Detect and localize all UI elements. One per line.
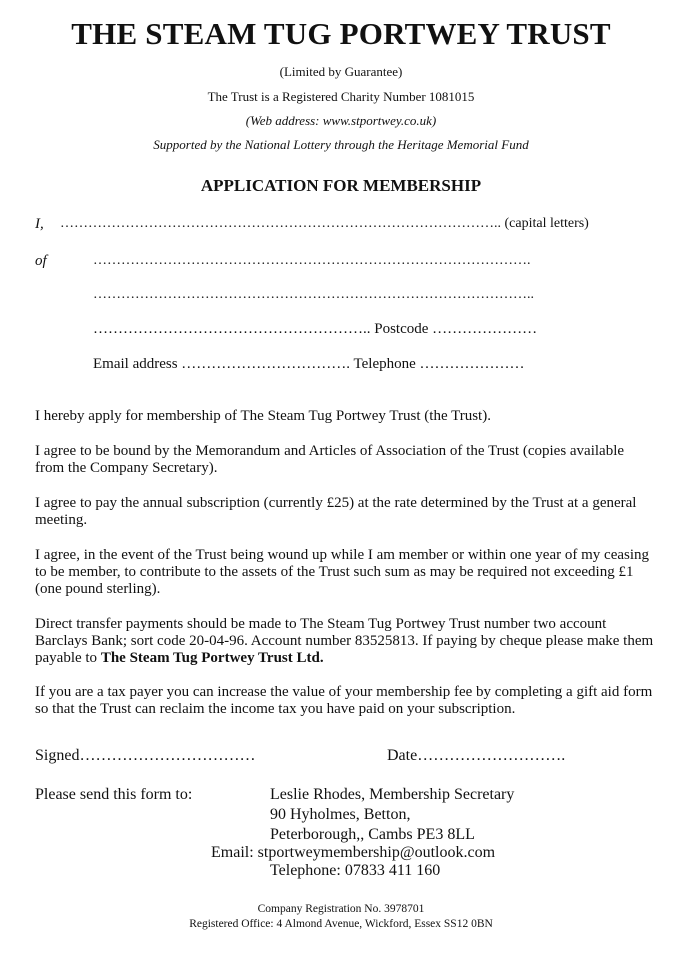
- limited-by-guarantee: (Limited by Guarantee): [279, 64, 403, 79]
- web-address: (Web address: www.stportwey.co.uk): [245, 113, 437, 128]
- company-registration: Company Registration No. 3978701: [257, 903, 425, 915]
- paragraph-wound-up: I agree, in the event of the Trust being wound up while I am member or within one year of my ceasing to be member, to contribute to the assets of the Trust such sum as may be required not exceeding £1 (one pound sterling).: [35, 547, 650, 597]
- paragraph-memorandum: I agree to be bound by the Memorandum and Articles of Association of the Trust (copies available from the Company Secretary).: [35, 443, 625, 476]
- lottery-support: Supported by the National Lottery through the Heritage Memorial Fund: [153, 137, 529, 152]
- send-label: Please send this form to:: [35, 786, 193, 803]
- paragraph-gift-aid: If you are a tax payer you can increase the value of your membership fee by completing a gift aid form so that the Trust can reclaim the income tax you have paid on your subscription.: [35, 684, 653, 717]
- address-postcode-line[interactable]: ……………………………………………….. Postcode …………………: [93, 321, 538, 337]
- paragraph-subscription: I agree to pay the annual subscription (currently £25) at the rate determined by the Trust at a general meeting.: [35, 495, 637, 528]
- i-label: I,: [35, 216, 44, 232]
- registered-office: Registered Office: 4 Almond Avenue, Wickford, Essex SS12 0BN: [189, 918, 493, 930]
- document-title: THE STEAM TUG PORTWEY TRUST: [71, 16, 611, 51]
- name-line[interactable]: ………………………………………………………………………………….. (capital letters): [60, 216, 589, 231]
- date-line[interactable]: Date……………………….: [387, 747, 566, 764]
- contact-telephone: Telephone: 07833 411 160: [270, 862, 441, 879]
- email-telephone-line[interactable]: Email address ……………………………. Telephone …………………: [93, 356, 525, 372]
- address-line-2[interactable]: …………………………………………………………………………………..: [93, 287, 534, 302]
- payee-name: The Steam Tug Portwey Trust Ltd.: [100, 650, 324, 666]
- signed-line[interactable]: Signed……………………………: [35, 747, 256, 764]
- secretary-name: Leslie Rhodes, Membership Secretary: [270, 786, 515, 803]
- paragraph-payment: [35, 616, 655, 667]
- payment-text: Direct transfer payments should be made to The Steam Tug Portwey Trust number two account Barclays Bank; sort code 20-04-96. Account number 83525813. If paying by cheque please make them payable to: [35, 616, 654, 666]
- address-line-1[interactable]: ………………………………………………………………………………….: [93, 253, 531, 268]
- paragraph-apply: I hereby apply for membership of The Steam Tug Portwey Trust (the Trust).: [35, 408, 491, 424]
- form-heading: APPLICATION FOR MEMBERSHIP: [200, 176, 482, 195]
- contact-email[interactable]: Email: stportweymembership@outlook.com: [211, 844, 496, 861]
- charity-number: The Trust is a Registered Charity Number 1081015: [207, 89, 475, 104]
- address-street: 90 Hyholmes, Betton,: [270, 806, 411, 823]
- address-town: Peterborough,, Cambs PE3 8LL: [270, 826, 475, 843]
- of-label: of: [35, 253, 47, 269]
